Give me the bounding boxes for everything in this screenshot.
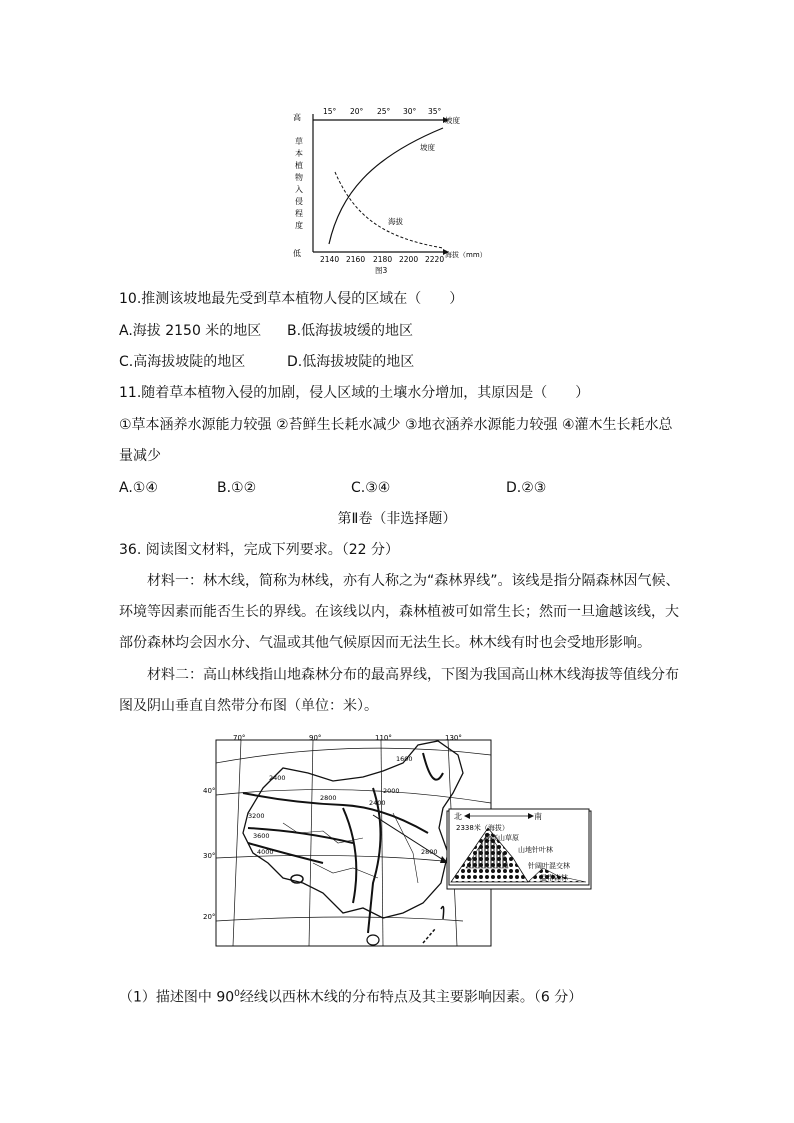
svg-text:2400: 2400: [269, 774, 286, 782]
svg-text:40°: 40°: [203, 787, 216, 795]
zone-mountain-conifer: 山地针叶林: [518, 846, 553, 854]
inset-south-label: 南: [534, 812, 542, 821]
svg-text:30°: 30°: [203, 852, 216, 860]
svg-text:130°: 130°: [445, 734, 462, 742]
elevation-curve-label: 海拔: [388, 217, 403, 226]
svg-text:本: 本: [295, 149, 303, 158]
svg-text:2800: 2800: [320, 794, 337, 802]
zone-mixed-forest: 针阔叶混交林: [528, 862, 570, 870]
latitude-labels: [203, 787, 215, 921]
svg-text:植: 植: [295, 161, 303, 170]
svg-text:1600: 1600: [396, 755, 413, 763]
svg-text:20°: 20°: [203, 913, 216, 921]
svg-text:2160: 2160: [346, 255, 366, 264]
q10-option-a[interactable]: A.海拔 2150 米的地区: [119, 323, 262, 339]
q11-items-line1: ①草本涵养水源能力较强 ②苔鲜生长耗水减少 ③地衣涵养水源能力较强 ④灌木生长耗水总: [119, 417, 673, 433]
slope-ticks: [323, 107, 442, 116]
y-axis-label: [295, 136, 303, 230]
q36-sub1: （1）描述图中 $90^0$经线以西林木线的分布特点及其主要影响因素。（6 分）: [119, 989, 583, 1006]
svg-text:2200: 2200: [399, 255, 419, 264]
svg-text:2800: 2800: [421, 848, 438, 856]
material1-line1: 材料一：林木线，简称为林线，亦有人称之为“森林界线”。该线是指分隔森林因气候、: [147, 573, 680, 589]
q10-option-d[interactable]: D.低海拔坡陡的地区: [287, 354, 415, 370]
material2-line2: 图及阴山垂直自然带分布图（单位：米）。: [119, 698, 378, 714]
q11-option-a[interactable]: A.①④: [119, 480, 158, 496]
q11-option-d[interactable]: D.②③: [506, 480, 547, 496]
q10-option-b[interactable]: B.低海拔坡缓的地区: [287, 323, 414, 339]
q10-stem: 10.推测该坡地最先受到草本植物人侵的区域在（ ）: [119, 291, 464, 307]
y-axis-high: 高: [293, 113, 301, 122]
figure-3-chart: [285, 100, 487, 280]
q10-option-c[interactable]: C.高海拔坡陡的地区: [119, 354, 246, 370]
material1-line3: 部份森林均会因水分、气温或其他气候原因而无法生长。林木线有时也会受地形影响。: [119, 635, 651, 651]
y-axis-low: 低: [293, 249, 301, 258]
zone-temperate-forest: 温带森林: [540, 874, 568, 882]
svg-text:物: 物: [295, 173, 303, 182]
material1-line2: 环境等因素而能否生长的界线。在该线以内，森林植被可如常生长；然而一旦逾越该线，大: [119, 604, 679, 620]
svg-text:3600: 3600: [253, 832, 270, 840]
svg-text:程: 程: [295, 209, 303, 218]
svg-text:20°: 20°: [350, 107, 364, 116]
elevation-curve: [335, 172, 443, 248]
svg-text:35°: 35°: [428, 107, 442, 116]
svg-text:入: 入: [295, 185, 303, 194]
zone-subalpine-meadow: 亚高山草原: [484, 834, 519, 842]
elevation-axis-label: 海拔（mm）: [445, 251, 487, 259]
longitude-labels: [233, 734, 462, 742]
q11-option-c[interactable]: C.③④: [351, 480, 391, 496]
q11-stem: 11.随着草本植物入侵的加剧，侵人区域的土壤水分增加，其原因是（ ）: [119, 385, 590, 401]
svg-text:草: 草: [295, 137, 303, 146]
slope-axis-label: 坡度: [445, 116, 460, 125]
svg-text:2180: 2180: [373, 255, 393, 264]
svg-text:25°: 25°: [377, 107, 391, 116]
inset-peak-label: 2338米（海拔）: [456, 824, 509, 832]
q11-items-line2: 量减少: [119, 448, 161, 464]
svg-text:3200: 3200: [248, 812, 265, 820]
material2-line1: 材料二：高山林线指山地森林分布的最高界线，下图为我国高山林木线海拔等值线分布: [147, 667, 679, 683]
svg-text:4000: 4000: [257, 848, 274, 856]
figure-caption: 图3: [375, 266, 388, 275]
inset-north-label: 北: [454, 812, 462, 821]
svg-text:30°: 30°: [403, 107, 417, 116]
svg-text:2400: 2400: [369, 799, 386, 807]
svg-text:15°: 15°: [323, 107, 337, 116]
q36-stem: 36. 阅读图文材料，完成下列要求。（22 分）: [119, 542, 399, 558]
yinshan-vertical-zone-diagram: [448, 808, 590, 888]
slope-curve-label: 坡度: [420, 143, 435, 152]
svg-text:90°: 90°: [309, 734, 322, 742]
svg-text:侵: 侵: [295, 197, 303, 206]
q11-option-b[interactable]: B.①②: [217, 480, 257, 496]
elevation-ticks: [320, 255, 444, 264]
svg-text:2220: 2220: [425, 255, 445, 264]
svg-text:2140: 2140: [320, 255, 340, 264]
svg-text:2000: 2000: [383, 787, 400, 795]
svg-text:70°: 70°: [233, 734, 246, 742]
svg-text:度: 度: [295, 221, 303, 230]
svg-text:110°: 110°: [375, 734, 392, 742]
section-title: 第Ⅱ卷（非选择题）: [337, 511, 457, 527]
